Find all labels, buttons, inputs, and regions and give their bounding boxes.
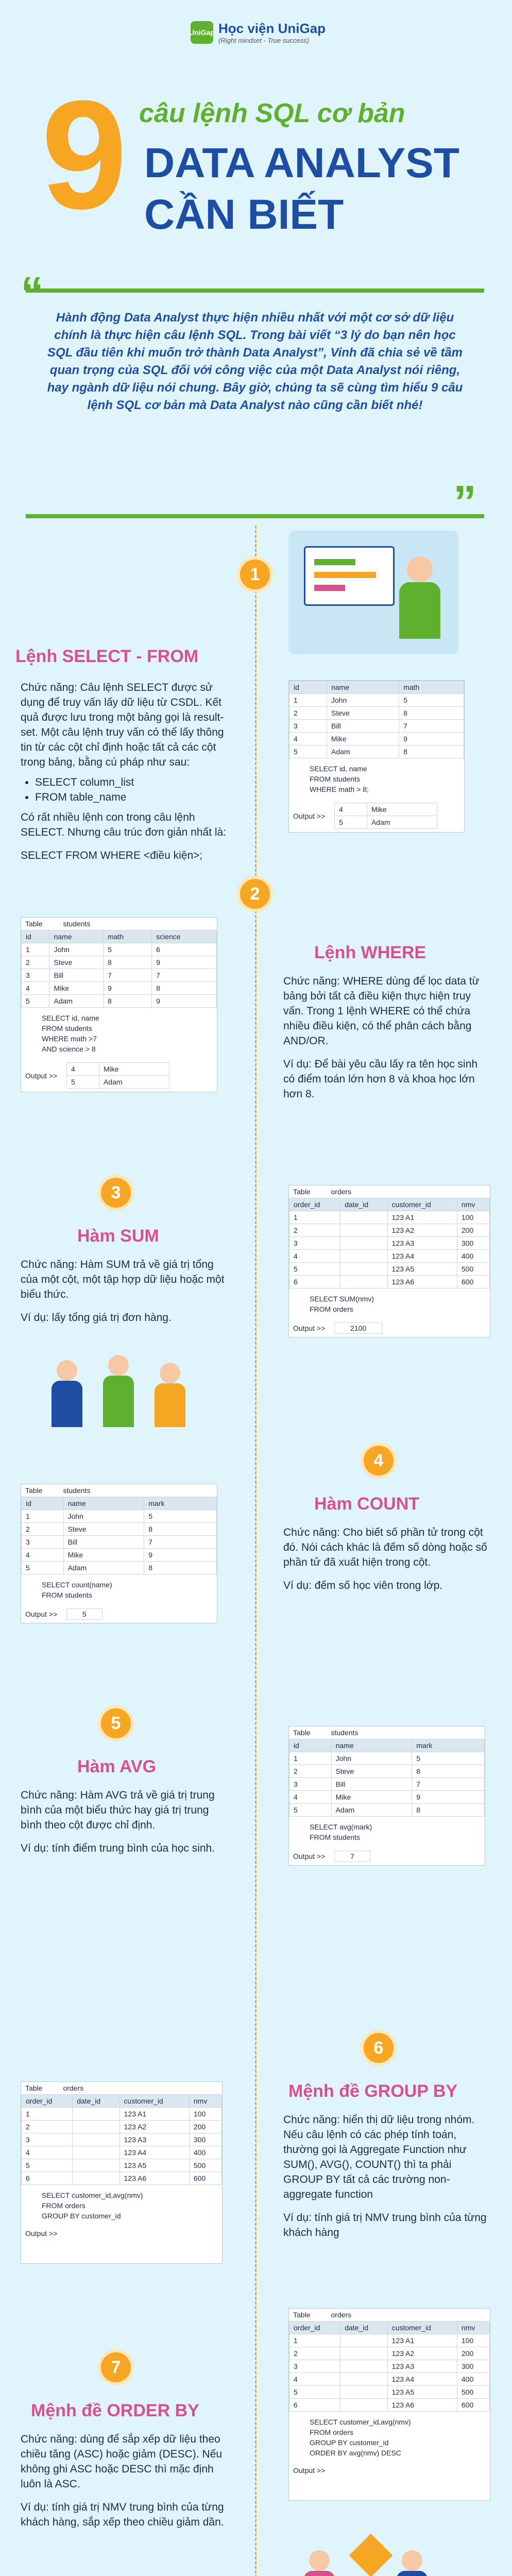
query-3-output: Output >> 2100	[289, 1319, 490, 1337]
section-3-title: Hàm SUM	[77, 1226, 159, 1246]
hero-line2: DATA ANALYST	[144, 140, 459, 187]
illustration-people	[46, 1350, 201, 1432]
section-6-example: Ví dụ: tính giá trị NMV trung bình của từng khách hàng	[283, 2212, 487, 2239]
section-2-body	[283, 974, 489, 1101]
section-3-example: Ví dụ: lấy tổng giá trị đơn hàng.	[21, 1312, 172, 1324]
section-2-title: Lệnh WHERE	[314, 943, 426, 962]
query-3: SELECT SUM(nmv) FROM orders	[310, 1295, 374, 1313]
illustration-analyst	[288, 531, 458, 654]
orders-table: Table orders order_id date_id customer_id nmv 1 123 A1 100 2 123 A2 200 3 123 A3 300 4 123 A4 400 5 123 A5 500 6 123 A6 600 SELECT SUM(nmv) FROM orders Output >> 2100	[288, 1185, 490, 1337]
section-2-number: 2	[237, 876, 273, 912]
section-4-title: Hàm COUNT	[314, 1494, 420, 1514]
section-3-desc: Chức năng: Hàm SUM trả về giá trị tổng của một cột, một tập hợp dữ liệu hoặc một biểu thức.	[21, 1259, 225, 1300]
section-1-bullet: • SELECT column_list	[35, 775, 227, 790]
section-1-number: 1	[237, 556, 273, 592]
orders-table-6: Table orders order_id date_id customer_id nmv 1 123 A1 100 2 123 A2 200 3 123 A3 300 4 123 A4 400 5 123 A5 500 6 123 A6 600 SELECT customer_id,avg(nmv) FROM orders GROUP BY customer_id Output >>	[21, 2081, 223, 2264]
section-1-desc2: Có rất nhiều lệnh con trong câu lệnh SELECT. Nhưng câu trúc đơn giản nhất là:	[21, 811, 227, 838]
query-2: SELECT id, name FROM students WHERE math >7 AND science > 8	[42, 1014, 99, 1053]
section-1-body	[21, 680, 227, 863]
query-4: SELECT count(name) FROM students	[42, 1581, 112, 1599]
hero-line1: câu lệnh SQL cơ bản	[139, 98, 405, 128]
brand-name: Học viện UniGap	[218, 21, 326, 36]
section-5-example: Ví dụ: tính điểm trung bình của học sinh.	[21, 1842, 215, 1854]
brand	[191, 21, 326, 44]
hero-number: 9	[41, 68, 127, 241]
query-1: SELECT id, name FROM students WHERE math > 8;	[310, 765, 369, 793]
section-1-bullet: • FROM table_name	[35, 790, 227, 805]
section-7-body	[21, 2432, 232, 2530]
query-6: SELECT customer_id,avg(nmv) FROM orders GROUP BY customer_id	[42, 2191, 143, 2220]
section-5-title: Hàm AVG	[77, 1757, 157, 1776]
section-4-number: 4	[361, 1443, 397, 1479]
quote-close-icon: ”	[453, 477, 476, 528]
section-4-desc: Chức năng: Cho biết số phần tử trong cột đó. Nói cách khác là đếm số dòng hoặc số phần tử đã xuất hiện trong cột.	[283, 1527, 487, 1568]
orders-table-7: Table orders order_id date_id customer_id nmv 1 123 A1 100 2 123 A2 200 3 123 A3 300 4 123 A4 400 5 123 A5 500 6 123 A6 600 SELECT customer_id,avg(nmv) FROM orders GROUP BY customer_id ORDER BY avg(nmv) DESC Output >>	[288, 2308, 490, 2501]
section-5-body	[21, 1788, 232, 1856]
intro-text: Hành động Data Analyst thực hiện nhiều nhất với một cơ sở dữ liệu chính là thực hiện câu lệnh SQL. Trong bài viết “3 lý do bạn nên học SQL đầu tiên khi muốn trở thành Data Analyst”, Vinh đã chia sẻ về tầm quan trọng của SQL đối với công việc của một Data Analyst nói riêng, hay ngành dữ liệu nói chung. Bây giờ, chúng ta sẽ cùng tìm hiểu 9 câu lệnh SQL cơ bản mà Data Analyst nào cũng cần biết nhé!	[47, 311, 463, 412]
section-2-desc: Chức năng: WHERE dùng để lọc data từ bảng bởi tất cả điều kiện thực hiện truy vấn. Trong 1 lệnh WHERE có thể chứa nhiều điều kiện, có thể phân cách bằng AND/OR.	[283, 975, 480, 1047]
hero-line3: CẦN BIẾT	[144, 191, 344, 238]
section-3-body	[21, 1257, 232, 1325]
query-7-output: Output >>	[293, 2466, 326, 2475]
query-7: SELECT customer_id,avg(nmv) FROM orders GROUP BY customer_id ORDER BY avg(nmv) DESC	[310, 2418, 411, 2457]
section-6-body	[283, 2112, 489, 2240]
section-1-desc: Chức năng: Câu lệnh SELECT được sử dụng để truy vấn lấy dữ liệu từ CSDL. Kết quả được lưu trong một bảng gọi là result-set. Một câu lệnh truy vấn có thể lấy thông tin từ các cột chỉ định hoặc tất cả các cột trong bảng, bằng cú pháp như sau:	[21, 682, 224, 768]
section-2-example: Ví dụ: Để bài yêu cầu lấy ra tên học sinh có điểm toán lớn hơn 8 và khoa học lớn hơn 8.	[283, 1058, 478, 1100]
section-1-syntax: SELECT FROM WHERE <điều kiện>;	[21, 850, 203, 861]
section-1-title: Lệnh SELECT - FROM	[15, 647, 199, 666]
section-3-number: 3	[98, 1175, 134, 1211]
timeline	[255, 526, 257, 2576]
students-table-5: Table students id name mark 1 John 5 2 Steve 8 3 Bill 7 4 Mike 9 5 Adam 8 SELECT avg(mark) FROM students Output >> 7	[288, 1726, 485, 1866]
query-1-output: Output >> 4 Mike 5 Adam	[289, 800, 464, 832]
illustration-team	[299, 2535, 443, 2576]
students-table: id name math 1 John 5 2 Steve 8 3 Bill 7 4 Mike 9 5 Adam 8 SELECT id, name FROM students WHERE math > 8; Output >> 4 Mike 5 Adam	[288, 680, 465, 833]
query-5-output: Output >> 7	[289, 1848, 485, 1865]
section-4-body	[283, 1525, 489, 1593]
quote-open-icon: “	[21, 268, 44, 319]
query-6-output: Output >>	[25, 2229, 58, 2238]
section-6-desc: Chức năng: hiển thị dữ liệu trong nhóm. Nếu câu lệnh có các phép tính toán, thường gọi là Aggregate Function như SUM(), AVG(), COUNT() thì ta phải GROUP BY tất cả các trường non-aggregate function	[283, 2114, 475, 2200]
query-2-output: Output >> 4 Mike 5 Adam	[21, 1059, 217, 1092]
section-6-title: Mệnh đề GROUP BY	[288, 2081, 458, 2101]
section-7-desc: Chức năng: dùng để sắp xếp dữ liệu theo chiều tăng (ASC) hoặc giảm (DESC). Nếu không ghi ASC hoặc DESC thì mặc định luôn là ASC.	[21, 2433, 222, 2490]
section-7-title: Mệnh đề ORDER BY	[31, 2401, 199, 2420]
section-6-number: 6	[361, 2030, 397, 2066]
students-table-4: Table students id name mark 1 John 5 2 Steve 8 3 Bill 7 4 Mike 9 5 Adam 8 SELECT count(name) FROM students Output >> 5	[21, 1484, 217, 1623]
brand-logo: UniGap	[191, 21, 213, 44]
section-4-example: Ví dụ: đếm số học viên trong lớp.	[283, 1580, 443, 1591]
section-5-number: 5	[98, 1705, 134, 1741]
section-7-number: 7	[98, 2349, 134, 2385]
query-4-output: Output >> 5	[21, 1605, 217, 1623]
brand-tagline: (Right mindset - True success)	[218, 37, 310, 44]
students-table-2: Table students id name math science 1 John 5 6 2 Steve 8 9 3 Bill 7 7 4 Mike 9 8 5 Adam 8 9 SELECT id, name FROM students WHERE math >7 AND science > 8 Output >> 4 Mike 5 Adam	[21, 917, 217, 1092]
query-5: SELECT avg(mark) FROM students	[310, 1823, 372, 1841]
section-7-example: Ví dụ: tính giá trị NMV trung bình của từng khách hàng, sắp xếp theo chiều giảm dần.	[21, 2501, 224, 2528]
section-5-desc: Chức năng: Hàm AVG trả về giá trị trung bình của một biểu thức hay giá trị trung bình theo cột được chỉ định.	[21, 1789, 215, 1831]
